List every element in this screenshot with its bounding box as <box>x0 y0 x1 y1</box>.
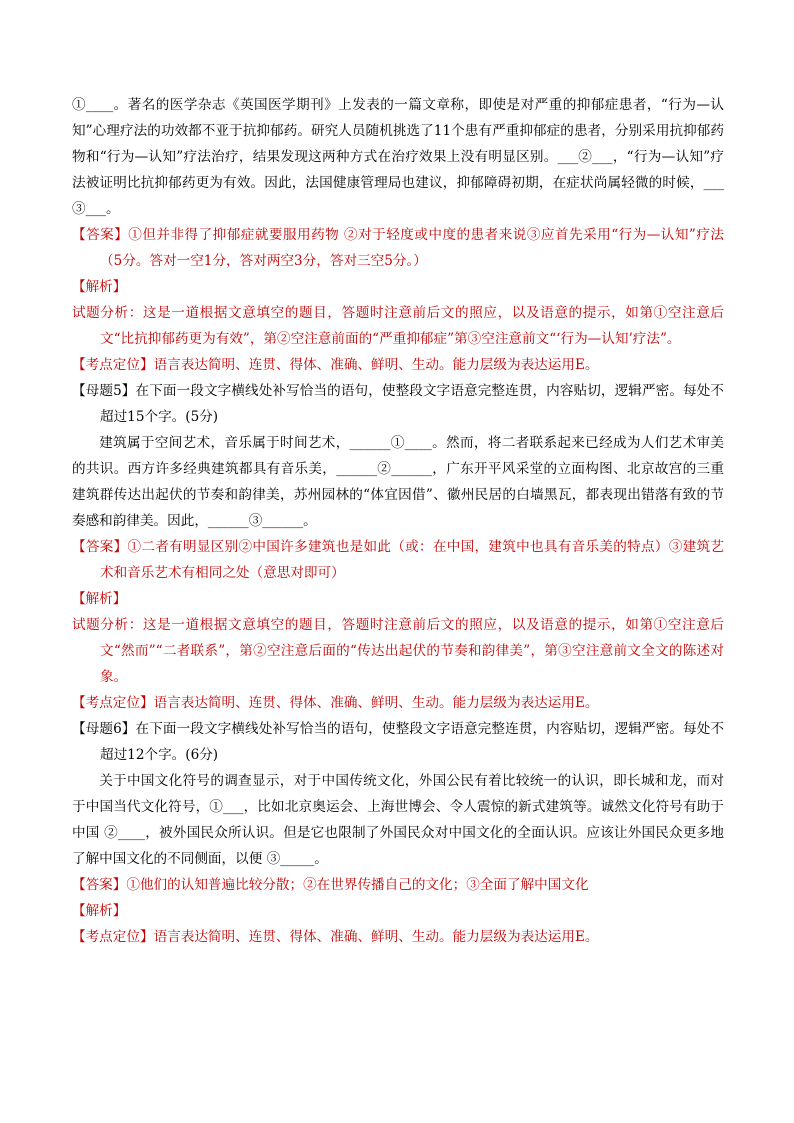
passage-4: ①____。著名的医学杂志《英国医学期刊》上发表的一篇文章称，即使是对严重的抑郁症患者，“行为—认知”心理疗法的功效都不亚于抗抑郁药。研究人员随机挑选了11个患有严重抑郁症的患者，分别采用抗抑郁药物和“行为—认知”疗法治疗，结果发现这两种方式在治疗效果上没有明显区别。___②___，“行为—认知”疗法被证明比抗抑郁药更为有效。因此，法国健康管理局也建议，抑郁障碍初期，在症状尚属轻微的时候，___③___。 <box>72 97 724 217</box>
kaodian-tag: 【考点定位】 <box>72 695 154 711</box>
answer-tag: 【答案】 <box>72 877 127 893</box>
analysis-heading-4: 【解析】 <box>72 279 127 295</box>
answer-4 <box>72 222 724 274</box>
answer-text: ①他们的认知普遍比较分散；②在世界传播自己的文化；③全面了解中国文化 <box>126 877 589 893</box>
kaodian-tag: 【考点定位】 <box>72 929 154 945</box>
question-text: 在下面一段文字横线处补写恰当的语句，使整段文字语意完整连贯，内容贴切，逻辑严密。每处不超过15个字。(5分) <box>100 383 724 425</box>
answer-text: ①但并非得了抑郁症就要服用药物 ②对于轻度或中度的患者来说③应首先采用“行为—认知”疗法（5分。答对一空1分，答对两空3分，答对三空5分。） <box>100 227 725 269</box>
kaodian-6 <box>72 924 724 950</box>
kaodian-text: 语言表达简明、连贯、得体、准确、鲜明、生动。能力层级为表达运用E。 <box>153 929 599 945</box>
analysis-4: 试题分析：这是一道根据文意填空的题目，答题时注意前后文的照应，以及语意的提示，如第①空注意后文“比抗抑郁药更为有效”，第②空注意前面的“严重抑郁症”第③空注意前文“‘行为—认知’疗法”。 <box>72 305 724 347</box>
analysis-heading-6: 【解析】 <box>72 903 127 919</box>
kaodian-5 <box>72 690 724 716</box>
question-text: 在下面一段文字横线处补写恰当的语句，使整段文字语意完整连贯，内容贴切，逻辑严密。每处不超过12个字。(6分) <box>100 721 724 763</box>
question-6 <box>72 716 724 768</box>
question-5 <box>72 378 724 430</box>
kaodian-tag: 【考点定位】 <box>72 357 154 373</box>
answer-text: ①二者有明显区别②中国许多建筑也是如此（或：在中国，建筑中也具有音乐美的特点）③建筑艺术和音乐艺术有相同之处（意思对即可） <box>100 539 724 581</box>
kaodian-text: 语言表达简明、连贯、得体、准确、鲜明、生动。能力层级为表达运用E。 <box>153 357 599 373</box>
passage-6: 关于中国文化符号的调查显示，对于中国传统文化，外国公民有着比较统一的认识，即长城和龙，而对于中国当代文化符号，①___，比如北京奥运会、上海世博会、令人震惊的新式建筑等。诚然文化符号有助于中国 ②____，被外国民众所认识。但是它也限制了外国民众对中国文化的全面认识。应该让外国民众更多地了解中国文化的不同侧面，以便 ③_____。 <box>72 773 724 867</box>
passage-5: 建筑属于空间艺术，音乐属于时间艺术，______①____。然而，将二者联系起来已经成为人们艺术审美的共识。西方许多经典建筑都具有音乐美，______②______，广东开平风采堂的立面构图、北京故宫的三重建筑群传达出起伏的节奏和韵律美，苏州园林的“体宜因借”、徽州民居的白墙黑瓦，都表现出错落有致的节奏感和韵律美。因此，______③______。 <box>72 435 724 529</box>
analysis-5: 试题分析：这是一道根据文意填空的题目，答题时注意前后文的照应，以及语意的提示，如第①空注意后文“然而”“二者联系”，第②空注意后面的“传达出起伏的节奏和韵律美”，第③空注意前文全文的陈述对象。 <box>72 617 724 685</box>
analysis-heading-5: 【解析】 <box>72 591 127 607</box>
answer-5 <box>72 534 724 586</box>
answer-6 <box>72 872 724 898</box>
kaodian-4 <box>72 352 724 378</box>
kaodian-text: 语言表达简明、连贯、得体、准确、鲜明、生动。能力层级为表达运用E。 <box>153 695 599 711</box>
document-page <box>72 92 724 950</box>
answer-tag: 【答案】 <box>72 227 129 243</box>
answer-tag: 【答案】 <box>72 539 128 555</box>
question-tag: 【母题6】 <box>72 721 136 737</box>
question-tag: 【母题5】 <box>72 383 136 399</box>
